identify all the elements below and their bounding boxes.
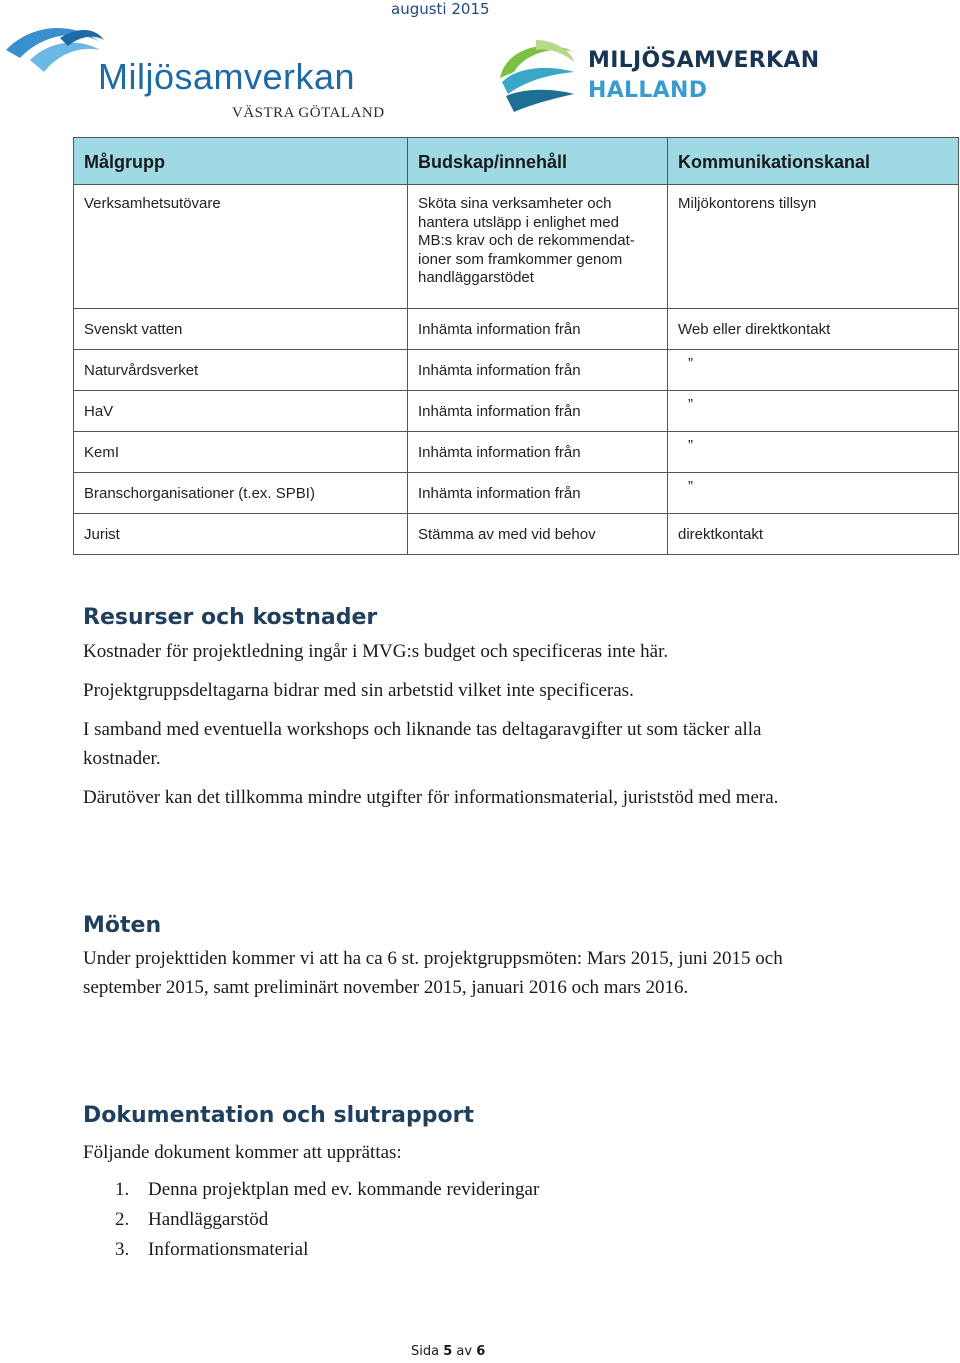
miljosamverkan-vg-logo — [0, 20, 390, 130]
meetings-heading: Möten — [83, 913, 162, 938]
header-date: augusti 2015 — [391, 0, 490, 18]
list-item — [83, 1175, 539, 1205]
list-text: Denna projektplan med ev. kommande revideringar — [148, 1179, 540, 1200]
footer-prefix: Sida — [411, 1344, 440, 1359]
cell-message: Inhämta information från — [408, 432, 668, 473]
table-row — [74, 391, 959, 432]
cell-channel — [668, 473, 959, 514]
documentation-heading: Dokumentation och slutrapport — [83, 1103, 474, 1128]
table-row — [74, 473, 959, 514]
table-row — [74, 185, 959, 309]
halland-emblem-icon — [496, 38, 578, 118]
miljosamverkan-halland-logo — [496, 38, 826, 118]
list-item — [83, 1205, 539, 1235]
meetings-text: Under projekttiden kommer vi att ha ca 6 st. projektgruppsmöten: Mars 2015, juni 2015 och september 2015, samt preliminärt november 2015, januari 2016 och mars 2016. — [83, 948, 783, 998]
logo-left-region: VÄSTRA GÖTALAND — [232, 105, 385, 121]
cell-target: KemI — [74, 432, 408, 473]
list-item — [83, 1235, 539, 1265]
wave-logo-icon — [0, 20, 110, 110]
list-number: 2. — [115, 1209, 130, 1230]
resources-paragraph: Kostnader för projektledning ingår i MVG:s budget och specificeras inte här. — [83, 641, 669, 662]
list-number: 3. — [115, 1239, 130, 1260]
ditto-mark: ” — [688, 395, 693, 413]
cell-channel: Miljökontorens tillsyn — [668, 185, 959, 309]
cell-target: Verksamhetsutövare — [74, 185, 408, 309]
cell-target: Svenskt vatten — [74, 309, 408, 350]
list-number: 1. — [115, 1179, 130, 1200]
table-row — [74, 432, 959, 473]
table-row — [74, 309, 959, 350]
header-channel: Kommunikationskanal — [668, 138, 959, 185]
table-header-row — [74, 138, 959, 185]
header-message: Budskap/innehåll — [408, 138, 668, 185]
cell-target: Branschorganisationer (t.ex. SPBI) — [74, 473, 408, 514]
cell-target: Naturvårdsverket — [74, 350, 408, 391]
cell-message: Inhämta information från — [408, 473, 668, 514]
resources-heading: Resurser och kostnader — [83, 605, 378, 630]
ditto-mark: ” — [688, 436, 693, 454]
documentation-intro: Följande dokument kommer att upprättas: — [83, 1142, 402, 1163]
logo-left-name: Miljösamverkan — [98, 56, 356, 97]
cell-channel — [668, 391, 959, 432]
page-footer — [411, 1344, 485, 1359]
cell-channel: Web eller direktkontakt — [668, 309, 959, 350]
cell-channel — [668, 350, 959, 391]
footer-middle: av — [456, 1344, 473, 1359]
cell-message: Sköta sina verksamheter och hantera utsläpp i enlighet med MB:s krav och de rekommendat- ioner som framkommer genom handläggarstödet — [408, 185, 668, 309]
resources-paragraph: Projektgruppsdeltagarna bidrar med sin arbetstid vilket inte specificeras. — [83, 680, 634, 701]
resources-paragraph: I samband med eventuella workshops och liknande tas deltagaravgifter ut som täcker alla kostnader. — [83, 719, 762, 769]
footer-page: 5 — [443, 1344, 453, 1359]
table-row — [74, 514, 959, 555]
cell-channel — [668, 432, 959, 473]
cell-message: Inhämta information från — [408, 391, 668, 432]
footer-total: 6 — [476, 1344, 486, 1359]
documentation-list — [83, 1175, 539, 1265]
ditto-mark: ” — [688, 354, 693, 372]
cell-message: Inhämta information från — [408, 309, 668, 350]
header-target-group: Målgrupp — [74, 138, 408, 185]
cell-target: HaV — [74, 391, 408, 432]
cell-message: Inhämta information från — [408, 350, 668, 391]
list-text: Informationsmaterial — [148, 1239, 309, 1260]
list-text: Handläggarstöd — [148, 1209, 269, 1230]
table-row — [74, 350, 959, 391]
cell-channel: direktkontakt — [668, 514, 959, 555]
cell-message: Stämma av med vid behov — [408, 514, 668, 555]
resources-paragraph: Därutöver kan det tillkomma mindre utgifter för informationsmaterial, juriststöd med mera. — [83, 787, 779, 808]
cell-target: Jurist — [74, 514, 408, 555]
logo-right-line1: MILJÖSAMVERKAN — [588, 48, 820, 73]
communication-table — [73, 137, 959, 555]
ditto-mark: ” — [688, 477, 693, 495]
logo-right-line2: HALLAND — [588, 78, 708, 103]
